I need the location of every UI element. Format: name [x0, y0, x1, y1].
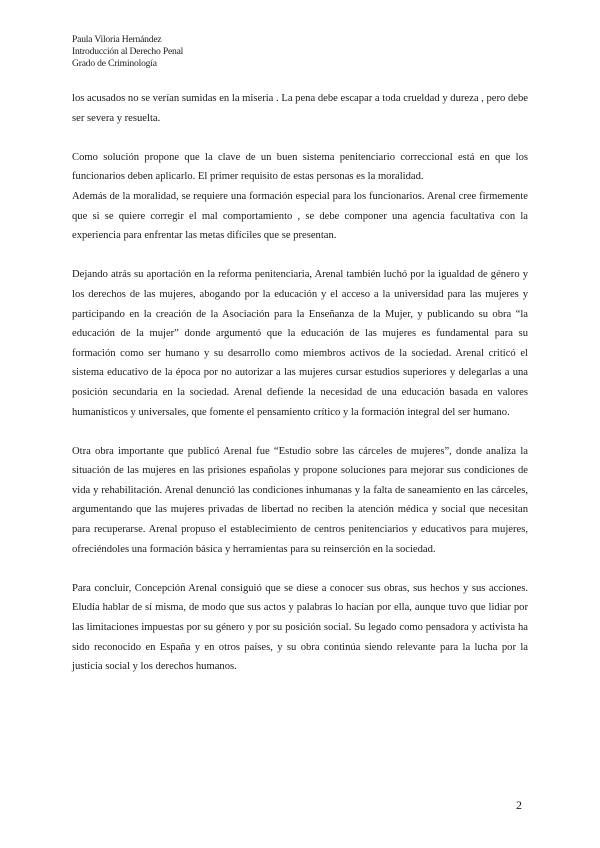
paragraph-penalty: los acusados no se verían sumidas en la miseria . La pena debe escapar a toda crueldad y dureza , pero debe ser severa y resuelta.: [72, 93, 528, 124]
page-number: 2: [516, 798, 522, 812]
paragraph-training: Además de la moralidad, se requiere una formación especial para los funcionarios. Arenal cree firmemente que si se quiere corregir el mal comportamiento , se debe componer una agencia facultativa con la experiencia para enfrentar las metas difíciles que se presentan.: [72, 190, 528, 242]
header-course: Introducción al Derecho Penal: [72, 46, 184, 57]
header-author: Paula Viloria Hernández: [72, 34, 162, 45]
paragraph-solution: Como solución propone que la clave de un buen sistema penitenciario correccional está en que los funcionarios deben aplicarlo. El primer requisito de estas personas es la moralidad.: [72, 151, 528, 183]
paragraph-gender-equality: Dejando atrás su aportación en la reforma penitenciaria, Arenal también luchó por la igualdad de género y los derechos de las mujeres, abogando por la educación y el acceso a la universidad para las mujeres y participando en la creación de la Asociación para la Enseñanza de la Mujer, y publicando su obra “la educación de la mujer” donde argumentó que la educación de las mujeres es fundamental para su formación como ser humano y su desarrollo como miembros activos de la sociedad. Arenal criticó el sistema educativo de la época por no autorizar a las mujeres cursar estudios superiores y delegarlas a una posición secundaria en la sociedad. Arenal defiende la necesidad de una educación basada en valores humanísticos y universales, que fomente el pensamiento crítico y la formación integral del ser humano.: [72, 269, 528, 418]
header-degree: Grado de Criminología: [72, 58, 157, 69]
paragraph-women-prisons: Otra obra importante que publicó Arenal fue “Estudio sobre las cárceles de mujeres”, donde analiza la situación de las mujeres en las prisiones españolas y propone soluciones para mejorar sus condiciones de vida y rehabilitación. Arenal denunció las condiciones inhumanas y la falta de saneamiento en las cárceles, argumentando que las mujeres privadas de libertad no reciben la atención médica y social que necesitan para recuperarse. Arenal propuso el establecimiento de centros penitenciarios y educativos para mujeres, ofreciéndoles una formación básica y herramientas para su reinserción en la sociedad.: [72, 445, 528, 555]
page-header: [72, 34, 183, 70]
paragraph-conclusion: Para concluir, Concepción Arenal consiguió que se diese a conocer sus obras, sus hechos y sus acciones. Eludía hablar de sí misma, de modo que sus actos y palabras lo hacían por ella, aunque tuvo que lidiar por las limitaciones impuestas por su género y por su posición social. Su legado como pensadora y activista ha sido reconocido en España y en otros países, y su obra continúa siendo relevante para la lucha por la justicia social y los derechos humanos.: [72, 582, 528, 673]
document-body: [72, 89, 528, 677]
